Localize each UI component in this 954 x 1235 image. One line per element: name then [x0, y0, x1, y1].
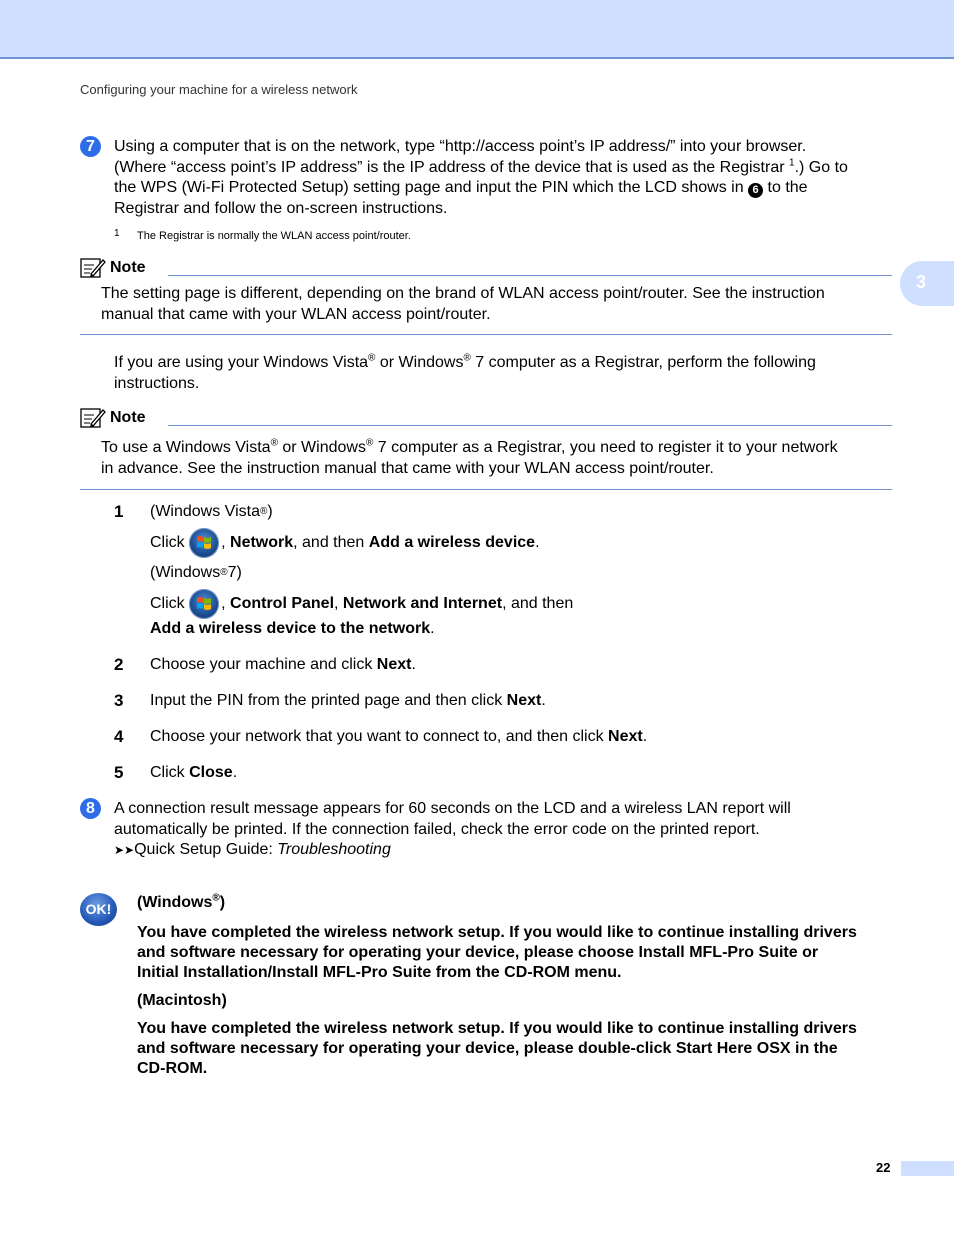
step-7-line-4: Registrar and follow the on-screen instructions. [114, 199, 448, 217]
substep-5-text: Click Close . [150, 764, 238, 781]
running-header: Configuring your machine for a wireless network [80, 82, 358, 97]
note-pencil-icon [80, 407, 106, 429]
ok-mac-heading: (Macintosh) [137, 992, 227, 1009]
substep-4-number: 4 [114, 727, 124, 746]
step-8-marker: 8 [80, 798, 101, 819]
ok-windows-heading: (Windows®) [137, 892, 226, 911]
note-1-body: The setting page is different, depending on the brand of WLAN access point/router. See the instruction manual that came with your WLAN access point/router. [101, 285, 825, 323]
ok-mac-text: You have completed the wireless network setup. If you would like to continue installing drivers and software necessary for operating your device, please double-click Start Here OSX in the CD-ROM. [137, 1020, 857, 1077]
page-number-bar [901, 1161, 954, 1176]
step-7-text [114, 137, 894, 219]
windows-start-orb-icon [189, 528, 219, 558]
substep-2-text: Choose your machine and click Next . [150, 656, 416, 673]
add-device-network-ref: Add a wireless device to the network [150, 620, 431, 637]
step-6-ref-icon: 6 [748, 183, 763, 198]
ok-windows-text: You have completed the wireless network setup. If you would like to continue installing drivers and software necessary for operating your device, please choose Install MFL-Pro Suite or Initial Installation/Install MFL-Pro Suite from the CD-ROM menu. [137, 924, 857, 981]
step-7-marker: 7 [80, 136, 101, 157]
footnote-text: The Registrar is normally the WLAN access point/router. [137, 230, 411, 242]
substep-2-number: 2 [114, 655, 124, 674]
quick-setup-ref: ➤➤Quick Setup Guide: Troubleshooting [114, 841, 391, 858]
control-panel-ref: Control Panel [230, 595, 335, 612]
substep-5-number: 5 [114, 763, 124, 782]
substep-1-vista-instruction: Click , Network , and then Add a wireless device . [150, 528, 540, 558]
substep-1-win7-heading: (Windows ® 7) [150, 564, 242, 581]
substep-3-text: Input the PIN from the printed page and then click Next . [150, 692, 546, 709]
network-internet-ref: Network and Internet [342, 595, 503, 612]
footnote-ref: 1 [789, 157, 795, 169]
chapter-number: 3 [916, 272, 927, 292]
note-pencil-icon [80, 257, 106, 279]
note-1-top-rule [168, 275, 892, 276]
vista-intro: If you are using your Windows Vista® or Windows® 7 computer as a Registrar, perform the following instructions. [114, 352, 816, 392]
add-wireless-device-ref: Add a wireless device [368, 534, 536, 551]
ok-badge-icon: OK! [80, 893, 117, 926]
top-header-band [0, 0, 954, 59]
page-number: 22 [876, 1160, 891, 1175]
note-2-body: To use a Windows Vista® or Windows® 7 computer as a Registrar, you need to register it to your network in advance. See the instruction manual that came with your WLAN access point/router. [101, 437, 838, 477]
double-arrow-icon: ➤➤ [114, 843, 135, 857]
note-1-label: Note [110, 259, 146, 276]
note-1-heading [80, 257, 146, 279]
substep-4-text: Choose your network that you want to connect to, and then click Next . [150, 728, 648, 745]
step-7-line-1: Using a computer that is on the network, type “http://access point’s IP address/” into your browser. [114, 138, 807, 155]
substep-1-win7-instruction: Click , Control Panel , Network and Internet , and then [150, 589, 573, 619]
substep-1-number: 1 [114, 502, 124, 521]
chapter-side-tab [900, 261, 954, 306]
step-7-line-2: (Where “access point’s IP address” is the IP address of the device that is used as the Registrar $^1$.) Go to [114, 157, 848, 176]
step-8-text: A connection result message appears for 60 seconds on the LCD and a wireless LAN report will automatically be printed. If the connection failed, check the error code on the printed report. ➤➤Quick Setup Guide: Troubleshooting [114, 799, 894, 861]
note-1-bottom-rule [80, 334, 892, 335]
note-2-top-rule [168, 425, 892, 426]
footnote-number: 1 [114, 228, 120, 239]
substep-1-vista-heading: (Windows Vista ® ) [150, 503, 273, 520]
note-2-heading [80, 407, 146, 429]
windows-start-orb-icon [189, 589, 219, 619]
note-2-label: Note [110, 409, 146, 426]
substep-1-win7-instruction-cont: Add a wireless device to the network . [150, 620, 435, 637]
substep-3-number: 3 [114, 691, 124, 710]
note-2-bottom-rule [80, 489, 892, 490]
network-menu-ref: Network [230, 534, 294, 551]
step-7-line-3: the WPS (Wi-Fi Protected Setup) setting page and input the PIN which the LCD shows in 6 to the [114, 179, 808, 196]
